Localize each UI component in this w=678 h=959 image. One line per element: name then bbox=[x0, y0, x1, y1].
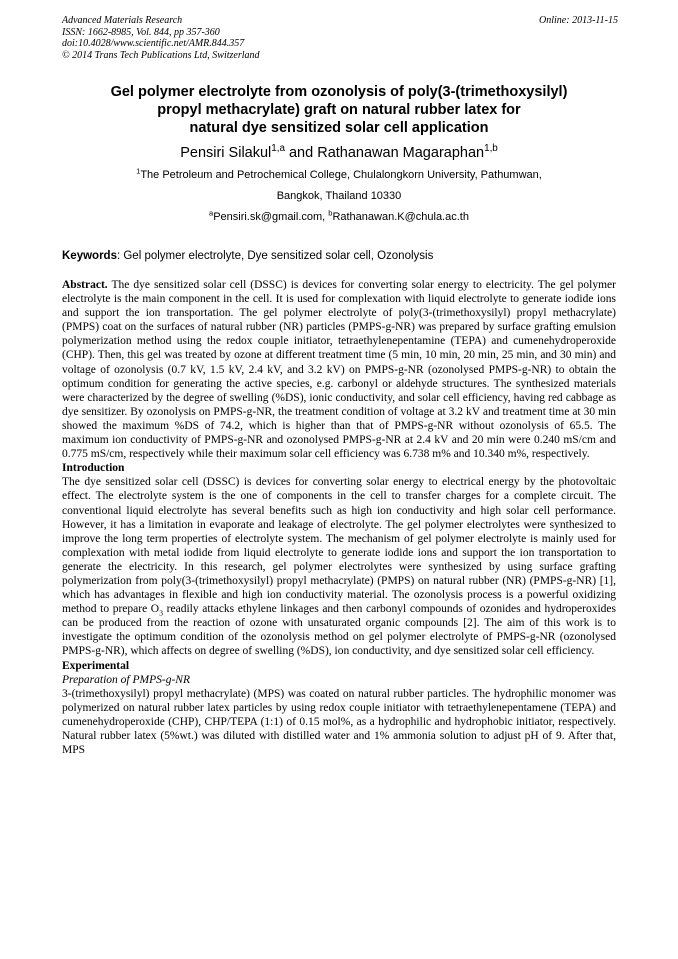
journal-name: Advanced Materials Research bbox=[62, 15, 183, 26]
keywords-label: Keywords bbox=[62, 250, 117, 262]
author-list bbox=[62, 144, 616, 162]
introduction-text: The dye sensitized solar cell (DSSC) is devices for converting solar energy to electrical energy by the photovoltaic effect. The electrolyte system is the one of components in the cell to transfer charges for a complete circuit. The conventional liquid electrolyte has several benefits such as high ion conductivity and high solar cell performance. However, it has a limitation in evaporate and leakage of electrolyte. The gel polymer electrolytes were synthesized to improve the long term properties of electrolyte system. The mechanism of gel polymer electrolyte is mainly used for complexation with metal iodide from liquid electrolyte to generate iodide ions and support the ion transportation to generate the electricity. In this research, gel polymer electrolytes were synthesized by using surface grafting polymerization from poly(3-(trimethoxysilyl) propyl methacrylate) (PMPS) on natural rubber (NR) (PMPS-g-NR) [1], which has advantages in flexible and high ion conductivity material. The ozonolysis process is a powerful oxidizing method to prepare O bbox=[62, 476, 616, 616]
keywords-text: : Gel polymer electrolyte, Dye sensitized solar cell, Ozonolysis bbox=[116, 250, 434, 262]
copyright-line: © 2014 Trans Tech Publications Ltd, Switzerland bbox=[62, 49, 260, 61]
author-name: Rathanawan Magaraphan bbox=[317, 145, 485, 161]
affiliation-text: The Petroleum and Petrochemical College, Chulalongkorn University, Pathumwan, bbox=[140, 169, 542, 181]
introduction-heading: Introduction bbox=[62, 462, 125, 475]
author-affil-mark: 1,b bbox=[484, 143, 498, 155]
abstract-text: The dye sensitized solar cell (DSSC) is devices for converting solar energy to electricity. The gel polymer electrolyte is the main component in the cell. It is used for complexation with liquid electrolyte to generate iodide ions and support the ion transportation. The gel polymer electrolyte of poly(3-(trimethoxysilyl) propyl methacrylate) (PMPS) coat on the surfaces of natural rubber (NR) particles (PMPS-g-NR) was prepared by surface grafting emulsion polymerization method using the redox couple initiator, tetraethylenepentamine (TEPA) and cumenehydroperoxide (CHP). Then, this gel was treated by ozone at different treatment time (5 min, 10 min, 20 min, 25 min, and 30 min) and voltage of ozonolysis (0.7 kV, 1.5 kV, 2.4 kV, and 3.2 kV) on PMPS-g-NR (ozonolysed PMPS-g-NR) to obtain the optimum condition for generating the active species, e.g. carbonyl or aldehyde structures. The synthesized materials were characterized by the degree of swelling (%DS), ionic conductivity, and solar cell efficiency, having red cabbage as dye sensitizer. By ozonolysis on PMPS-g-NR, the treatment condition of voltage at 3.2 kV and treatment time at 30 min showed the maximum %DS of 74.2, which is higher than that of PMPS-g-NR without ozonolysis of 65.5. The maximum ion conductivity of PMPS-g-NR and ozonolysed PMPS-g-NR at 2.4 kV and 20 min were 0.240 mS/cm and 0.775 mS/cm, respectively while their maximum solar cell efficiency was 6.738 m% and 10.340 m%, respectively. bbox=[62, 279, 616, 461]
affil-mark: 1 bbox=[136, 166, 141, 176]
affiliation-line-1 bbox=[62, 168, 616, 182]
issn-line: ISSN: 1662-8985, Vol. 844, pp 357-360 bbox=[62, 26, 220, 38]
email-mark: b bbox=[328, 208, 333, 218]
experimental-subheading: Preparation of PMPS-g-NR bbox=[62, 673, 190, 686]
email-address: Rathanawan.K@chula.ac.th bbox=[332, 211, 469, 223]
email-address: Pensiri.sk@gmail.com, bbox=[213, 211, 329, 223]
email-mark: a bbox=[209, 208, 214, 218]
doi-line: doi:10.4028/www.scientific.net/AMR.844.357 bbox=[62, 38, 245, 49]
paper-body bbox=[62, 278, 616, 757]
abstract-paragraph bbox=[62, 278, 616, 461]
ozone-subscript: 3 bbox=[159, 608, 164, 618]
experimental-paragraph: 3-(trimethoxysilyl) propyl methacrylate) (MPS) was coated on natural rubber particles. The hydrophilic monomer was polymerized on natural rubber latex particles by using redox couple initiator with tetraethylenepentamene (TEPA) and cumenehydroperoxide (CHP), CHP/TEPA (1:1) of 0.15 mol%, as a hydrophilic and hydrophobic initiator, respectively. Natural rubber latex (5%wt.) was diluted with distilled water and 1% ammonia solution to adjust pH of 9. After that, MPS bbox=[62, 687, 616, 757]
title-line-1: Gel polymer electrolyte from ozonolysis of poly(3-(trimethoxysilyl) bbox=[110, 84, 568, 100]
author-conjunction: and bbox=[284, 145, 318, 161]
keywords bbox=[62, 249, 618, 263]
affiliation-line-2: Bangkok, Thailand 10330 bbox=[276, 190, 402, 202]
title-line-3: natural dye sensitized solar cell application bbox=[189, 120, 489, 136]
paper-title bbox=[62, 83, 616, 137]
author-name: Pensiri Silakul bbox=[180, 145, 272, 161]
introduction-text-cont: readily attacks ethylene linkages and then carbonyl compounds of ozonides and hydroperoxides can be produced from the reaction of ozone with unsaturated organic compounds [2]. The aim of this work is to investigate the optimum condition of the ozonolysis method on gel polymer electrolyte of PMPS-g-NR (ozonolysed PMPS-g-NR), which affects on degree of swelling (%DS), ion conductivity, and dye sensitized solar cell efficiency. bbox=[62, 603, 617, 658]
journal-header bbox=[62, 15, 618, 61]
introduction-paragraph bbox=[62, 475, 616, 658]
experimental-heading: Experimental bbox=[62, 659, 130, 672]
title-line-2: propyl methacrylate) graft on natural rubber latex for bbox=[157, 102, 521, 118]
online-date: Online: 2013-11-15 bbox=[539, 15, 618, 26]
author-affil-mark: 1,a bbox=[271, 143, 285, 155]
email-line bbox=[62, 210, 616, 224]
abstract-label: Abstract. bbox=[62, 279, 108, 291]
